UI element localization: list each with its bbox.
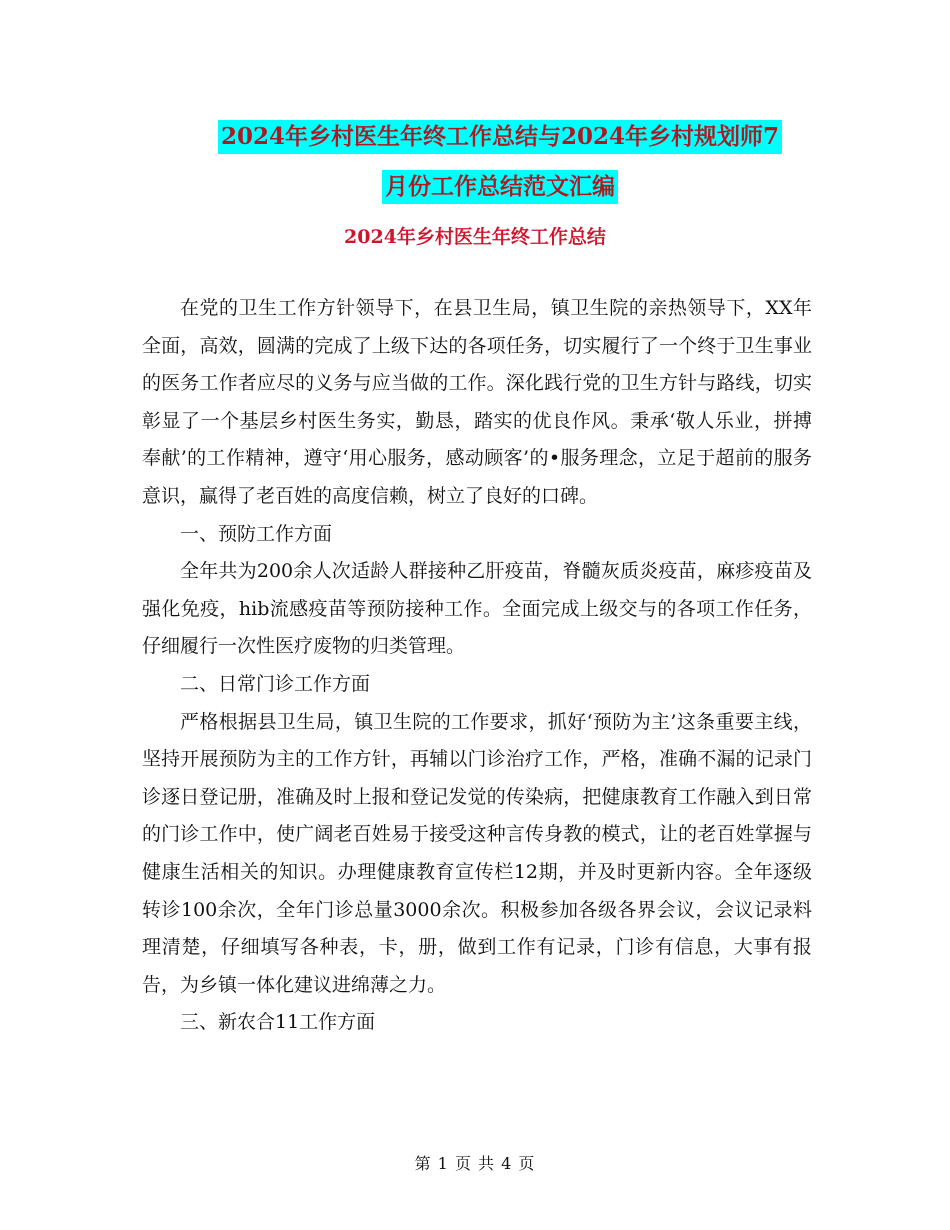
paragraph-outpatient: 严格根据县卫生局，镇卫生院的工作要求，抓好‘预防为主’这条重要主线，坚持开展预防为主的工作方针，再辅以门诊治疗工作，严格，准确不漏的记录门诊逐日登记册，准确及时上报和登记发觉的传染病，把健康教育工作融入到日常的门诊工作中，使广阔老百姓易于接受这种言传身教的模式，让的老百姓掌握与健康生活相关的知识。办理健康教育宣传栏12期，并及时更新内容。全年逐级转诊100余次，全年门诊总量3000余次。积极参加各级各界会议，会议记录料理清楚，仔细填写各种表，卡，册，做到工作有记录，门诊有信息，大事有报告，为乡镇一体化建议进绵薄之力。 xyxy=(142,710,812,996)
heading-rural-cooperative: 三、新农合11工作方面 xyxy=(180,1011,376,1034)
document-title-line-2 xyxy=(185,162,815,212)
paragraph-prevention: 全年共为200余人次适龄人群接种乙肝疫苗，脊髓灰质炎疫苗，麻疹疫苗及强化免疫，hib流感疫苗等预防接种工作。全面完成上级交与的各项工作任务，仔细履行一次性医疗废物的归类管理。 xyxy=(142,560,812,658)
paragraph-intro: 在党的卫生工作方针领导下，在县卫生局，镇卫生院的亲热领导下，XX年全面，高效，圆满的完成了上级下达的各项任务，切实履行了一个终于卫生事业的医务工作者应尽的义务与应当做的工作。深化践行党的卫生方针与路线，切实彰显了一个基层乡村医生务实，勤恳，踏实的优良作风。秉承‘敬人乐业，拼搏奉献’的工作精神，遵守‘用心服务，感动顾客’的•服务理念，立足于超前的服务意识，赢得了老百姓的高度信赖，树立了良好的口碑。 xyxy=(142,297,812,507)
heading-prevention: 一、预防工作方面 xyxy=(180,522,333,545)
title-highlight-2: 月份工作总结范文汇编 xyxy=(382,170,618,204)
document-body xyxy=(142,290,812,1042)
heading-outpatient: 二、日常门诊工作方面 xyxy=(180,672,371,695)
document-title xyxy=(185,112,815,212)
section-title: 2024年乡村医生年终工作总结 xyxy=(344,226,606,248)
title-highlight-1: 2024年乡村医生年终工作总结与2024年乡村规划师7 xyxy=(218,120,782,154)
document-title-line-1 xyxy=(185,112,815,162)
page-footer: 第 1 页 共 4 页 xyxy=(414,1154,536,1173)
